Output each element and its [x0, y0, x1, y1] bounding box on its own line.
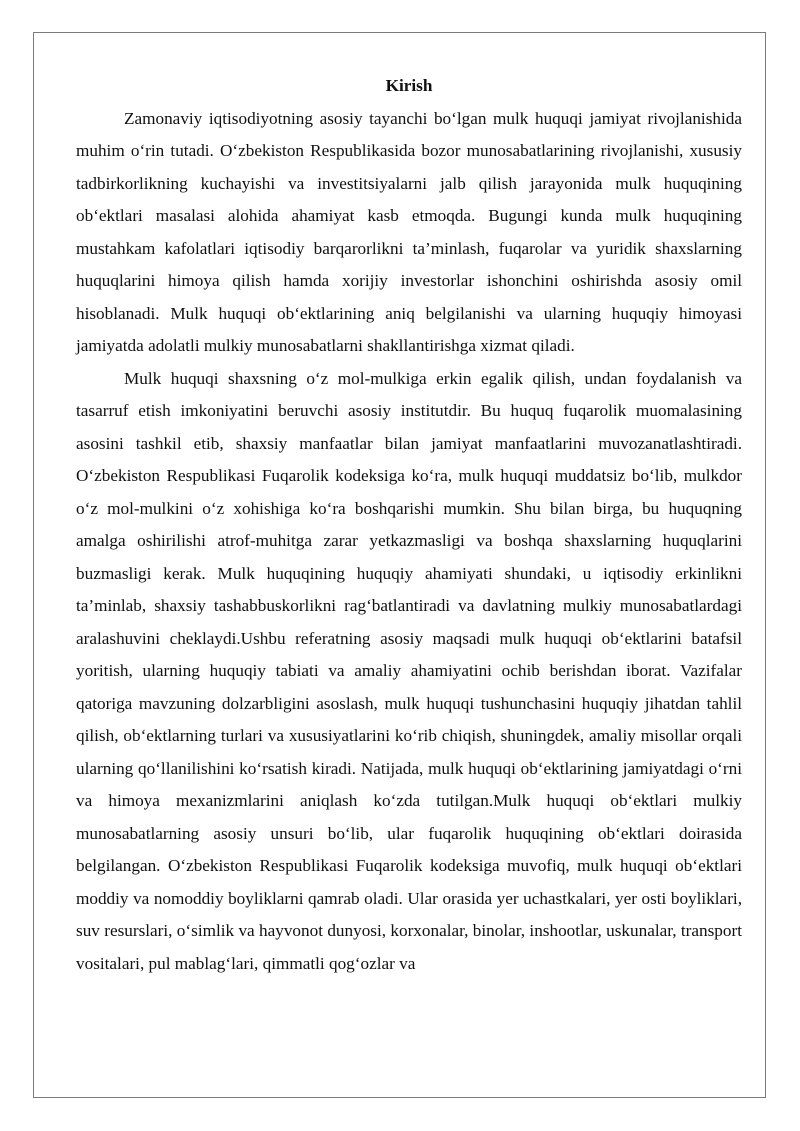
document-title: Kirish	[385, 76, 433, 95]
paragraph-introduction: Zamonaviy iqtisodiyotning asosiy tayanchi bo‘lgan mulk huquqi jamiyat rivojlanishida muhim o‘rin tutadi. O‘zbekiston Respublikasida bozor munosabatlarining rivojlanishi, xususiy tadbirkorlikning kuchayishi va investitsiyalarni jalb qilish jarayonida mulk huquqining ob‘ektlari masalasi alohida ahamiyat kasb etmoqda. Bugungi kunda mulk huquqining mustahkam kafolatlari iqtisodiy barqarorlikni ta’minlash, fuqarolar va yuridik shaxslarning huquqlarini himoya qilish hamda xorijiy investorlar ishonchini oshirishda asosiy omil hisoblanadi. Mulk huquqi ob‘ektlarining aniq belgilanishi va ularning huquqiy himoyasi jamiyatda adolatli mulkiy munosabatlarni shakllantirishga xizmat qiladi.	[76, 108, 742, 355]
paragraph-ownership-rights: Mulk huquqi shaxsning o‘z mol-mulkiga erkin egalik qilish, undan foydalanish va tasarruf etish imkoniyatini beruvchi asosiy institutdir. Bu huquq fuqarolik muomalasining asosini tashkil etib, shaxsiy manfaatlar bilan jamiyat manfaatlarini muvozanatlashtiradi. O‘zbekiston Respublikasi Fuqarolik kodeksiga ko‘ra, mulk huquqi muddatsiz bo‘lib, mulkdor o‘z mol-mulkini o‘z xohishiga ko‘ra boshqarishi mumkin. Shu bilan birga, bu huquqning amalga oshirilishi atrof-muhitga zarar yetkazmasligi va boshqa shaxslarning huquqlarini buzmasligi kerak. Mulk huquqining huquqiy ahamiyati shundaki, u iqtisodiy erkinlikni ta’minlab, shaxsiy tashabbuskorlikni rag‘batlantiradi va davlatning mulkiy munosabatlardagi aralashuvini cheklaydi.Ushbu referatning asosiy maqsadi mulk huquqi ob‘ektlarini batafsil yoritish, ularning huquqiy tabiati va amaliy ahamiyatini ochib berishdan iborat. Vazifalar qatoriga mavzuning dolzarbligini asoslash, mulk huquqi tushunchasini huquqiy jihatdan tahlil qilish, ob‘ektlarning turlari va xususiyatlarini ko‘rib chiqish, shuningdek, amaliy misollar orqali ularning qo‘llanilishini ko‘rsatish kiradi. Natijada, mulk huquqi ob‘ektlarining jamiyatdagi o‘rni va himoya mexanizmlarini aniqlash ko‘zda tutilgan.Mulk huquqi ob‘ektlari mulkiy munosabatlarning asosiy unsuri bo‘lib, ular fuqarolik huquqining ob‘ektlari doirasida belgilangan. O‘zbekiston Respublikasi Fuqarolik kodeksiga muvofiq, mulk huquqi ob‘ektlari moddiy va nomoddiy boyliklarni qamrab oladi. Ular orasida yer uchastkalari, yer osti boyliklari, suv resurslari, o‘simlik va hayvonot dunyosi, korxonalar, binolar, inshootlar, uskunalar, transport vositalari, pul mablag‘lari, qimmatli qog‘ozlar va	[76, 368, 742, 973]
document-body	[76, 70, 742, 980]
